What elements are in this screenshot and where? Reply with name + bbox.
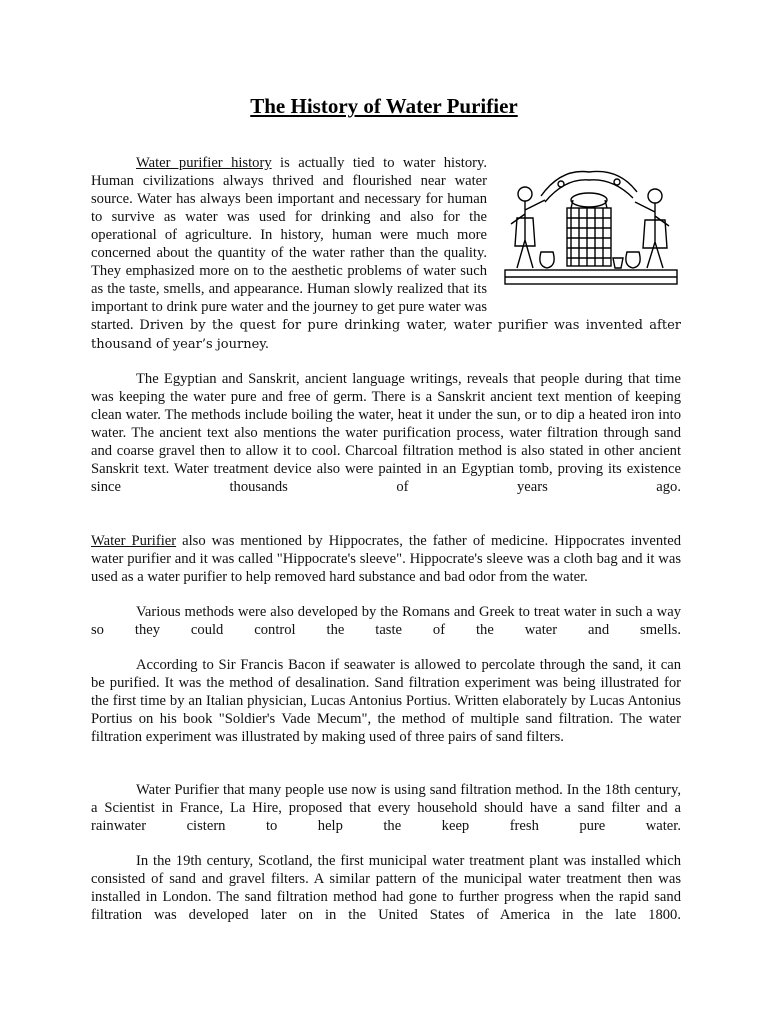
paragraph-1	[91, 154, 681, 354]
paragraph-7-text: In the 19th century, Scotland, the first municipal water treatment plant was installed which consisted of sand and gravel filters. A similar pattern of the municipal water treatment then was installed in London. The sand filtration method had gone to further progress when the rapid sand filtration was developed later on in the United States of America in the late 1800.	[91, 853, 681, 923]
paragraph-2	[91, 370, 681, 496]
water-purifier-history-link[interactable]: Water purifier history	[136, 155, 272, 171]
paragraph-2-text: The Egyptian and Sanskrit, ancient language writings, reveals that people during that time was keeping the water pure and free of germ. There is a Sanskrit ancient text mention of keeping clean water. The methods include boiling the water, heat it under the sun, or to dip a heated iron into water. The ancient text also mentions the water purification process, water filtration through sand and coarse gravel then to allow it to cool. Charcoal filtration method is also stated in other ancient Sanskrit text. Water treatment device also were painted in an Egyptian tomb, proving its existence since thousands of years ago.	[91, 371, 681, 495]
paragraph-6-text: Water Purifier that many people use now is using sand filtration method. In the 18th century, a Scientist in France, La Hire, proposed that every household should have a sand filter and a rainwater cistern to help the keep fresh pure water.	[91, 782, 681, 834]
paragraph-1-text: is actually tied to water history. Human civilizations always thrived and flourished near water source. Water has always been important and necessary for human to survive as water was used for drinking and also for the operational of agriculture. In history, human were much more concerned about the quantity of the water rather than the quality. They emphasized more on to the aesthetic problems of water such as the taste, smells, and appearance. Human slowly realized that its important to drink pure water and the journey to get pure water was started.	[91, 155, 487, 333]
paragraph-5-text: According to Sir Francis Bacon if seawater is allowed to percolate through the sand, it can be purified. It was the method of desalination. Sand filtration experiment was being illustrated for the first time by an Italian physician, Lucas Antonius Portius. Written elaborately by Lucas Antonius Portius on his book "Soldier's Vade Mecum", the method of multiple sand filtration. The water filtration experiment was illustrated by making used of three pairs of sand filters.	[91, 657, 681, 745]
paragraph-3	[91, 532, 681, 586]
paragraph-3-text: also was mentioned by Hippocrates, the father of medicine. Hippocrates invented water purifier and it was called "Hippocrate's sleeve". Hippocrate's sleeve was a cloth bag and it was used as a water purifier to help removed hard substance and bad odor from the water.	[91, 533, 681, 585]
paragraph-6	[91, 781, 681, 835]
page-title: The History of Water Purifier	[250, 94, 518, 118]
paragraph-1-text-b: Driven by the quest for pure drinking water, water purifier was invented after thousand of year’s journey.	[91, 318, 681, 352]
paragraph-5	[91, 656, 681, 746]
paragraph-4	[91, 603, 681, 639]
paragraph-4-text: Various methods were also developed by the Romans and Greek to treat water in such a way so they could control the taste of the water and smells.	[91, 604, 681, 638]
egyptian-water-purification-illustration-icon	[501, 162, 681, 302]
paragraph-7	[91, 852, 681, 924]
water-purifier-link[interactable]: Water Purifier	[91, 533, 177, 549]
